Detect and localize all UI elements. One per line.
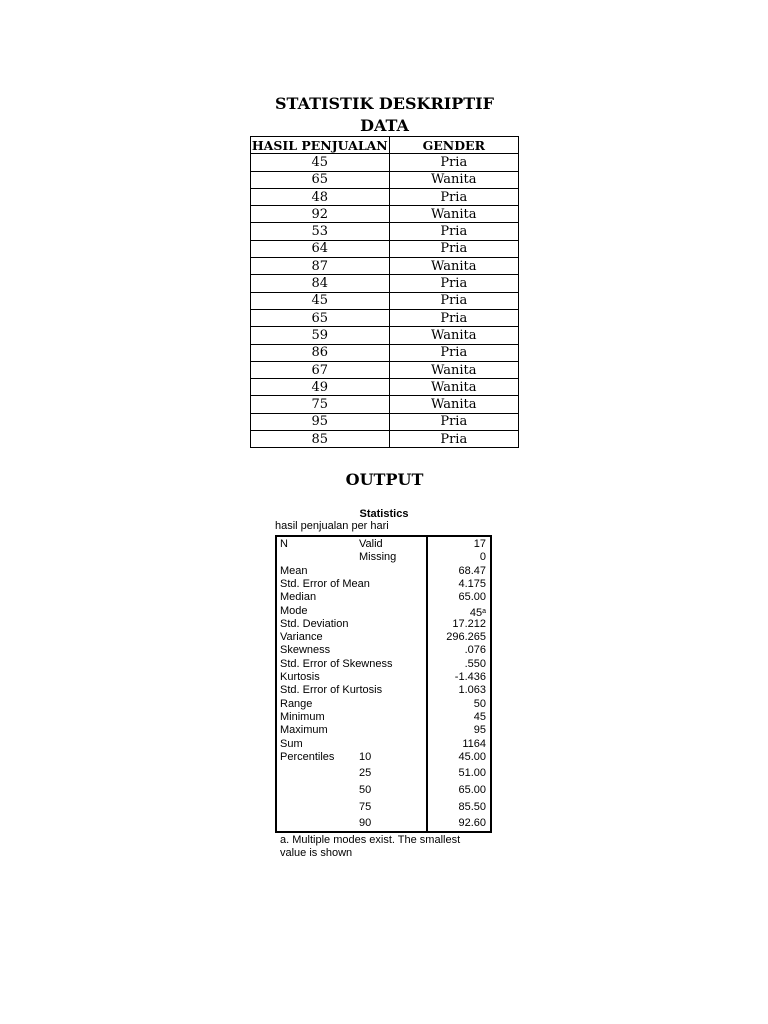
statistic-value xyxy=(474,698,486,711)
statistic-sublabel: 25 xyxy=(359,767,372,780)
statistic-value xyxy=(474,538,486,551)
statistic-value-text: 85.50 xyxy=(458,800,486,813)
statistics-row xyxy=(277,784,490,797)
statistic-value-text: 296.265 xyxy=(446,631,486,644)
statistic-value-text: 65.00 xyxy=(458,591,486,604)
statistics-row xyxy=(277,618,490,631)
statistic-label: Mode xyxy=(280,604,308,617)
cell-gender: Wanita xyxy=(389,396,518,413)
statistics-subtitle: hasil penjualan per hari xyxy=(275,520,389,532)
table-row xyxy=(251,327,519,344)
statistic-label: Std. Error of Skewness xyxy=(280,657,393,670)
statistic-value xyxy=(474,711,486,724)
statistics-row xyxy=(277,751,490,764)
statistic-value-text: .076 xyxy=(464,644,486,657)
statistic-value xyxy=(458,565,486,578)
cell-hasil-penjualan: 48 xyxy=(251,188,390,205)
statistic-label: Kurtosis xyxy=(280,671,320,683)
statistics-row xyxy=(277,724,490,737)
statistic-value xyxy=(458,751,486,764)
statistic-label: Std. Deviation xyxy=(280,617,349,630)
statistic-value xyxy=(458,801,486,814)
table-row xyxy=(251,413,519,430)
statistic-value xyxy=(458,817,486,830)
statistic-label: Sum xyxy=(280,737,303,750)
statistic-value-text: 95 xyxy=(473,724,486,737)
data-section-title: DATA xyxy=(360,116,409,135)
statistic-value xyxy=(458,591,486,604)
data-table xyxy=(250,136,519,448)
statistic-value xyxy=(465,644,486,657)
table-row xyxy=(251,309,519,326)
statistics-row xyxy=(277,644,490,657)
table-row xyxy=(251,379,519,396)
statistic-sublabel: 50 xyxy=(359,784,372,796)
table-row xyxy=(251,171,519,188)
cell-gender: Wanita xyxy=(389,361,518,378)
statistic-label: Range xyxy=(280,697,313,710)
cell-hasil-penjualan: 64 xyxy=(251,240,390,257)
statistic-value-text: 17 xyxy=(473,538,486,550)
cell-gender: Pria xyxy=(389,154,518,171)
cell-hasil-penjualan: 84 xyxy=(251,275,390,292)
cell-gender: Pria xyxy=(389,413,518,430)
cell-hasil-penjualan: 75 xyxy=(251,396,390,413)
table-row xyxy=(251,240,519,257)
statistic-value xyxy=(462,738,486,751)
data-table-header-row xyxy=(251,137,519,154)
cell-gender: Pria xyxy=(389,188,518,205)
footnote: a. Multiple modes exist. The smallest value is shown xyxy=(280,834,461,859)
column-header-gender: GENDER xyxy=(389,137,518,154)
statistic-value-text: 45 xyxy=(469,606,483,619)
statistic-value-text: 1.063 xyxy=(458,684,486,697)
statistics-title: Statistics xyxy=(359,508,409,520)
statistic-label: Maximum xyxy=(280,724,328,737)
statistics-row xyxy=(277,698,490,711)
column-header-hasil-penjualan: HASIL PENJUALAN xyxy=(251,137,388,153)
statistic-value-text: 92.60 xyxy=(458,817,486,830)
statistic-sublabel: 90 xyxy=(359,817,372,830)
statistics-row xyxy=(277,658,490,671)
cell-gender: Pria xyxy=(389,344,518,361)
table-row xyxy=(251,431,519,448)
statistic-sublabel: Missing xyxy=(359,551,397,564)
statistic-value-text: 4.175 xyxy=(458,577,486,590)
cell-hasil-penjualan: 65 xyxy=(251,309,390,326)
statistic-value xyxy=(446,631,486,644)
statistic-value-text: .550 xyxy=(464,657,486,670)
cell-hasil-penjualan: 49 xyxy=(251,379,390,396)
cell-hasil-penjualan: 85 xyxy=(251,431,390,448)
statistic-value-text: 17.212 xyxy=(452,617,486,630)
statistic-value xyxy=(458,767,486,780)
statistic-sublabel: 10 xyxy=(359,750,372,763)
statistics-row xyxy=(277,711,490,724)
statistic-value-text: 45.00 xyxy=(458,750,486,763)
statistics-row xyxy=(277,767,490,780)
statistics-row xyxy=(277,591,490,604)
page-title: STATISTIK DESKRIPTIF xyxy=(274,94,495,113)
cell-hasil-penjualan: 45 xyxy=(251,292,390,309)
statistic-label: Percentiles xyxy=(280,750,335,763)
statistic-value xyxy=(455,671,486,684)
cell-hasil-penjualan: 86 xyxy=(251,344,390,361)
statistics-row xyxy=(277,538,490,551)
cell-gender: Pria xyxy=(389,431,518,448)
cell-hasil-penjualan: 65 xyxy=(251,171,390,188)
statistics-row xyxy=(277,605,490,618)
statistic-label: Skewness xyxy=(280,644,331,657)
footnote-marker: a xyxy=(482,607,486,615)
cell-gender: Wanita xyxy=(389,206,518,223)
cell-gender: Wanita xyxy=(389,258,518,275)
statistic-label: Std. Error of Mean xyxy=(280,577,370,590)
cell-gender: Pria xyxy=(389,292,518,309)
cell-hasil-penjualan: 67 xyxy=(251,361,390,378)
table-row xyxy=(251,275,519,292)
statistic-sublabel: 75 xyxy=(359,800,372,813)
table-row xyxy=(251,344,519,361)
cell-gender: Wanita xyxy=(389,379,518,396)
statistics-row xyxy=(277,671,490,684)
statistics-row xyxy=(277,817,490,830)
statistic-value-text: 50 xyxy=(473,697,486,710)
table-row xyxy=(251,396,519,413)
table-row xyxy=(251,292,519,309)
cell-gender: Pria xyxy=(389,223,518,240)
statistic-label: Median xyxy=(280,591,317,604)
statistic-label: Variance xyxy=(280,631,323,644)
cell-hasil-penjualan: 92 xyxy=(251,206,390,223)
statistics-row xyxy=(277,738,490,751)
cell-hasil-penjualan: 45 xyxy=(251,154,390,171)
statistics-table xyxy=(275,535,492,833)
statistic-value-text: 1164 xyxy=(462,737,486,750)
statistic-value xyxy=(480,551,486,564)
statistic-value-text: 0 xyxy=(479,551,486,564)
statistics-row xyxy=(277,565,490,578)
table-row xyxy=(251,154,519,171)
statistic-label: N xyxy=(280,538,288,550)
cell-hasil-penjualan: 53 xyxy=(251,223,390,240)
cell-hasil-penjualan: 59 xyxy=(251,327,390,344)
output-title: OUTPUT xyxy=(345,470,424,489)
cell-hasil-penjualan: 87 xyxy=(251,258,390,275)
statistic-value xyxy=(465,658,486,671)
table-row xyxy=(251,223,519,240)
cell-gender: Wanita xyxy=(389,171,518,188)
statistic-value-text: -1.436 xyxy=(454,671,486,683)
statistic-value xyxy=(458,578,486,591)
statistic-value-text: 68.47 xyxy=(458,564,486,577)
table-row xyxy=(251,258,519,275)
statistic-value-text: 51.00 xyxy=(458,767,486,780)
table-row xyxy=(251,206,519,223)
statistic-value xyxy=(458,784,486,797)
statistics-row xyxy=(277,631,490,644)
statistic-value-text: 65.00 xyxy=(458,784,486,796)
statistic-label: Minimum xyxy=(280,710,325,723)
cell-hasil-penjualan: 95 xyxy=(251,413,390,430)
cell-gender: Pria xyxy=(389,240,518,257)
statistic-value xyxy=(458,684,486,697)
table-row xyxy=(251,361,519,378)
cell-gender: Pria xyxy=(389,309,518,326)
statistics-row xyxy=(277,551,490,564)
statistic-label: Mean xyxy=(280,564,308,577)
statistic-value xyxy=(452,618,486,631)
statistic-value xyxy=(474,724,486,737)
statistic-label: Std. Error of Kurtosis xyxy=(280,684,383,697)
statistics-row xyxy=(277,801,490,814)
statistic-sublabel: Valid xyxy=(359,538,383,550)
cell-gender: Wanita xyxy=(389,327,518,344)
table-row xyxy=(251,188,519,205)
statistics-row xyxy=(277,684,490,697)
statistic-value-text: 45 xyxy=(473,710,486,723)
cell-gender: Pria xyxy=(389,275,518,292)
statistics-row xyxy=(277,578,490,591)
